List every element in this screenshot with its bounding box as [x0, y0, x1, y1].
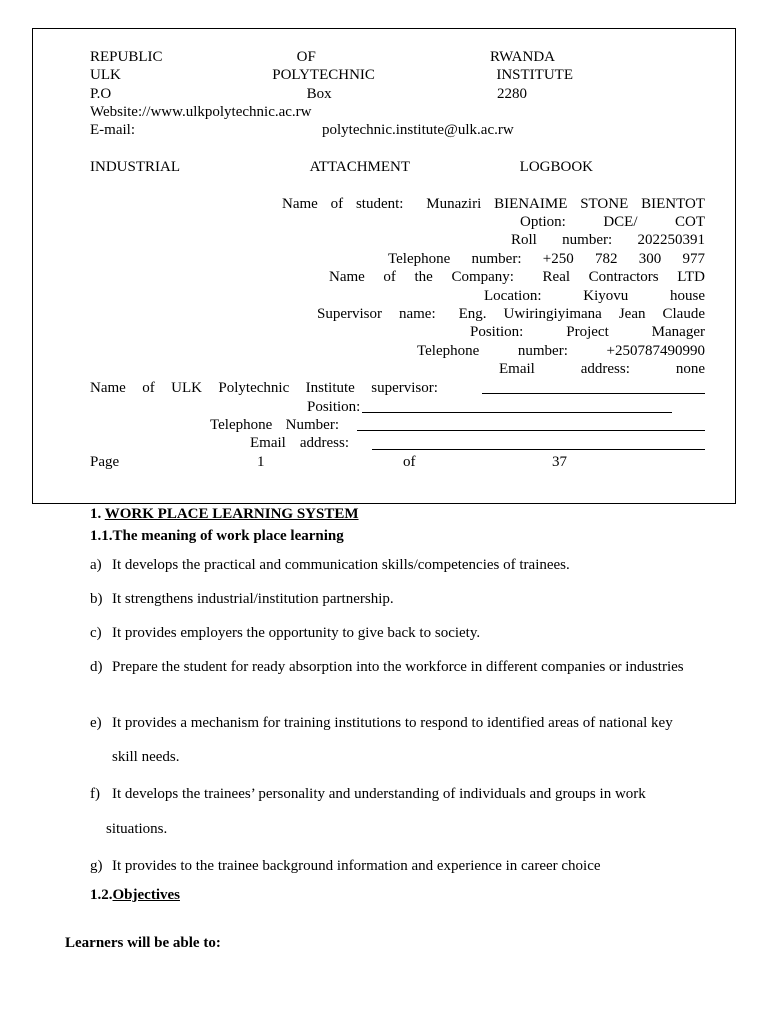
list-item	[90, 857, 702, 876]
of-word: OF	[296, 49, 316, 65]
w: Name	[90, 380, 126, 396]
w: Real	[542, 269, 571, 285]
ulk-position-blank[interactable]	[362, 399, 672, 413]
section-1-1-heading	[90, 527, 344, 545]
w: of	[330, 196, 344, 212]
w: Institute	[305, 380, 355, 396]
list-item-label: f)	[90, 786, 100, 802]
objectives-number: 1.2.	[90, 887, 113, 903]
ulk-word: ULK	[90, 67, 121, 83]
w: of	[383, 269, 396, 285]
w: name:	[398, 306, 436, 322]
position-row	[90, 323, 705, 341]
location-row	[90, 287, 705, 305]
w: Name	[329, 269, 365, 285]
w: Munaziri	[426, 196, 482, 212]
list-item	[90, 590, 702, 609]
list-item-text: It develops the trainees’ personality and understanding of individuals and groups in work	[112, 786, 646, 802]
republic-row	[90, 48, 705, 66]
industrial-word: INDUSTRIAL	[90, 159, 180, 175]
po-word: P.O	[90, 86, 112, 102]
section-1-1-title: The meaning of work place learning	[112, 528, 344, 544]
logbook-word: LOGBOOK	[519, 159, 593, 175]
list-item-text: It strengthens industrial/institution partnership.	[112, 591, 394, 607]
page-total: 37	[552, 454, 567, 470]
w: Manager	[651, 324, 705, 340]
ulk-supervisor-blank[interactable]	[482, 380, 705, 394]
list-item	[90, 785, 702, 804]
list-item-text: Prepare the student for ready absorption into the workforce in different companies or industries	[112, 659, 684, 675]
w: none	[675, 361, 705, 377]
company-row	[90, 268, 705, 286]
section-1-title: WORK PLACE LEARNING SYSTEM	[104, 506, 359, 522]
w: Telephone	[388, 251, 451, 267]
list-item-label: b)	[90, 591, 103, 607]
student-name-row	[90, 195, 705, 213]
w: 300	[638, 251, 662, 267]
list-item	[90, 624, 702, 643]
section-1-heading	[90, 505, 359, 523]
list-item-label: e)	[90, 715, 102, 731]
ulk-telephone-label	[210, 416, 339, 434]
option-row	[90, 213, 705, 231]
w: number:	[562, 232, 613, 248]
page-of: of	[403, 454, 416, 470]
ulk-telephone-blank[interactable]	[357, 417, 705, 431]
w: house	[669, 288, 705, 304]
supervisor-email-row	[90, 360, 705, 378]
w: 202250391	[637, 232, 705, 248]
page-label: Page	[90, 454, 120, 470]
list-item-text: It develops the practical and communication skills/competencies of trainees.	[112, 557, 570, 573]
ulk-email-label	[250, 434, 349, 452]
po-box-row	[90, 85, 705, 103]
w: Contractors	[588, 269, 659, 285]
list-item-text: It provides a mechanism for training institutions to respond to identified areas of national key	[112, 715, 673, 731]
w: Jean	[618, 306, 646, 322]
w: DCE/	[603, 214, 638, 230]
list-item-label: a)	[90, 557, 102, 573]
w: Project	[566, 324, 609, 340]
email-label: E-mail:	[90, 122, 135, 138]
w: +250787490990	[606, 343, 705, 359]
w: Position:	[470, 324, 524, 340]
w: Telephone	[417, 343, 480, 359]
list-item-label: g)	[90, 858, 103, 874]
w: Email	[250, 435, 286, 451]
w: the	[414, 269, 433, 285]
w: address:	[299, 435, 349, 451]
institute-row	[90, 66, 705, 84]
objectives-heading	[90, 886, 180, 904]
email-value: polytechnic.institute@ulk.ac.rw	[322, 122, 514, 138]
list-item-text: It provides to the trainee background information and experience in career choice	[112, 858, 601, 874]
w: Email	[499, 361, 535, 377]
ulk-position-label: Position:	[307, 399, 361, 415]
ulk-email-blank[interactable]	[372, 436, 705, 450]
w: LTD	[677, 269, 705, 285]
polytechnic-word: POLYTECHNIC	[272, 67, 375, 83]
section-1-1-number: 1.1.	[90, 528, 113, 544]
box-word: Box	[306, 86, 332, 102]
w: 782	[594, 251, 618, 267]
supervisor-telephone-row	[90, 342, 705, 360]
w: student:	[355, 196, 404, 212]
w: supervisor:	[371, 380, 438, 396]
rwanda-word: RWANDA	[489, 49, 555, 65]
w: Roll	[511, 232, 537, 248]
w: ULK	[171, 380, 202, 396]
website-line: Website://www.ulkpolytechnic.ac.rw	[90, 104, 312, 120]
section-1-number: 1.	[90, 506, 102, 522]
roll-number-row	[90, 231, 705, 249]
w: BIENTOT	[641, 196, 705, 212]
list-item-text: It provides employers the opportunity to give back to society.	[112, 625, 481, 641]
w: of	[142, 380, 155, 396]
w: Kiyovu	[583, 288, 629, 304]
republic-word: REPUBLIC	[90, 49, 163, 65]
w: Company:	[451, 269, 514, 285]
logbook-title-row	[90, 158, 705, 176]
w: number:	[471, 251, 522, 267]
list-item-label: c)	[90, 625, 102, 641]
w: Number:	[285, 417, 339, 433]
objectives-title: Objectives	[112, 887, 180, 903]
w: Telephone	[210, 417, 273, 433]
w: Uwiringiyimana	[503, 306, 602, 322]
w: 977	[682, 251, 705, 267]
w: STONE	[580, 196, 629, 212]
list-item-text-continued: situations.	[106, 821, 168, 837]
list-item-text-continued: skill needs.	[112, 749, 180, 765]
list-item	[90, 714, 702, 733]
w: Option:	[520, 214, 566, 230]
learners-intro: Learners will be able to:	[65, 935, 221, 951]
w: +250	[542, 251, 574, 267]
w: Location:	[484, 288, 542, 304]
list-item	[90, 556, 702, 575]
w: COT	[674, 214, 705, 230]
w: number:	[517, 343, 568, 359]
page-number: 1	[257, 454, 265, 470]
w: Polytechnic	[218, 380, 290, 396]
w: Eng.	[458, 306, 487, 322]
list-item	[90, 658, 702, 677]
w: BIENAIME	[494, 196, 568, 212]
list-item-label: d)	[90, 659, 103, 675]
supervisor-row	[90, 305, 705, 323]
box-number: 2280	[497, 86, 527, 102]
ulk-supervisor-label	[90, 379, 438, 397]
w: address:	[580, 361, 630, 377]
student-telephone-row	[90, 250, 705, 268]
w: Name	[282, 196, 318, 212]
w: Claude	[662, 306, 705, 322]
institute-word: INSTITUTE	[496, 67, 573, 83]
w: Supervisor	[317, 306, 382, 322]
attachment-word: ATTACHMENT	[309, 159, 411, 175]
